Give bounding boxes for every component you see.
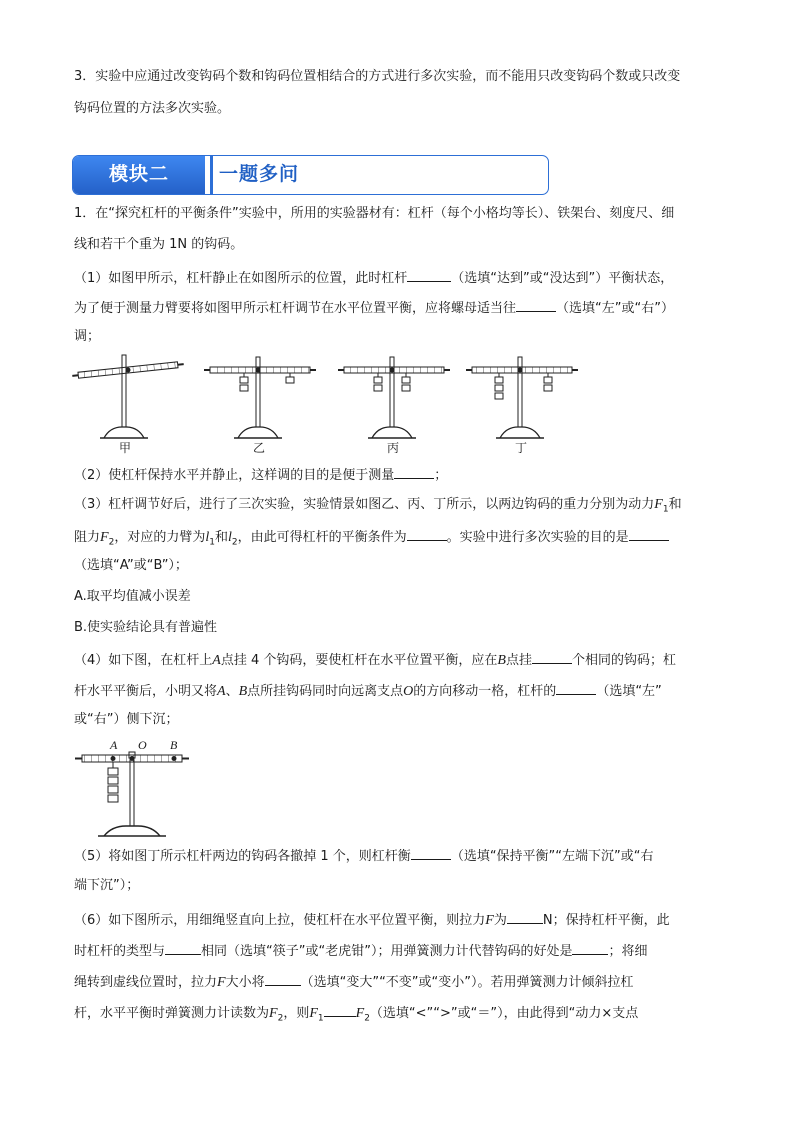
q1-part1-line2 <box>74 298 674 318</box>
point-B: B <box>497 653 506 668</box>
q1-part6-line4 <box>74 1003 638 1028</box>
q1-part6-line2 <box>74 941 647 961</box>
text: 。实验中进行多次实验的目的是 <box>446 530 629 545</box>
answer-blank[interactable] <box>324 1003 356 1017</box>
figure-jia <box>72 355 184 438</box>
text: 为 <box>493 913 507 928</box>
figure-bing <box>338 357 450 438</box>
module-tag: 模块二 <box>73 156 205 194</box>
answer-blank[interactable] <box>516 298 556 312</box>
answer-blank[interactable] <box>407 268 451 282</box>
text: 的方向移动一格，杠杆的 <box>413 684 557 699</box>
text: ，则 <box>283 1006 310 1021</box>
symbol-F: F <box>355 1006 365 1021</box>
subscript: 1 <box>209 537 215 548</box>
text: （选填“达到”或“没达到”）平衡状态， <box>451 271 674 286</box>
q1-part4-line1 <box>74 650 676 670</box>
module-banner <box>72 155 549 195</box>
answer-blank[interactable] <box>165 941 201 955</box>
text: （选填“<”“>”或“＝”），由此得到“动力×支点 <box>369 1006 639 1021</box>
note3-line1: 3．实验中应通过改变钩码个数和钩码位置相结合的方式进行多次实验，而不能用只改变钩码个数或只改变 <box>74 69 681 84</box>
text: 时杠杆的类型与 <box>74 944 166 959</box>
subscript: 2 <box>108 537 115 548</box>
subscript: 2 <box>364 1013 370 1024</box>
subscript: 1 <box>662 504 669 515</box>
text: （2）使杠杆保持水平并静止，这样调的目的是便于测量 <box>74 468 395 483</box>
text: 杆水平平衡后，小明又将 <box>74 684 218 699</box>
text: ，由此可得杠杆的平衡条件为 <box>237 530 407 545</box>
answer-blank[interactable] <box>507 910 543 924</box>
figure-yi <box>204 357 316 438</box>
text: （选填“左”或“右”） <box>556 301 674 316</box>
text: （3）杠杆调节好后，进行了三次实验，实验情景如图乙、丙、丁所示，以两边钩码的重力分别为动力 <box>74 497 655 512</box>
fig4-label-o: O <box>138 738 147 752</box>
symbol-l: l <box>205 530 210 545</box>
q1-part4-line2 <box>74 681 662 701</box>
q1-option-a: A.取平均值减小误差 <box>74 589 191 604</box>
symbol-F: F <box>485 913 494 928</box>
q1-intro-line1: 1．在“探究杠杆的平衡条件”实验中，所用的实验器材有：杠杆（每个小格均等长）、铁架台、刻度尺、细 <box>74 206 675 221</box>
text: 阻力 <box>74 530 101 545</box>
text: N；保持杠杆平衡，此 <box>542 913 670 928</box>
text: 个相同的钩码；杠 <box>571 653 676 668</box>
answer-blank[interactable] <box>532 650 572 664</box>
q1-part4-line3: 或“右”）侧下沉； <box>74 712 179 727</box>
text: 、 <box>225 684 239 699</box>
point-A: A <box>217 684 226 699</box>
q1-intro-line2: 线和若干个重为 1N 的钩码。 <box>74 237 244 252</box>
symbol-F: F <box>654 497 663 512</box>
text: 和 <box>668 497 682 512</box>
symbol-F: F <box>269 1006 278 1021</box>
point-B: B <box>238 684 248 699</box>
symbol-F: F <box>217 975 226 990</box>
q1-part3-line2 <box>74 527 669 552</box>
text: ；将细 <box>608 944 648 959</box>
text: 和 <box>214 530 228 545</box>
q1-part6-line1 <box>74 910 670 930</box>
symbol-l: l <box>227 530 232 545</box>
answer-blank[interactable] <box>407 527 447 541</box>
q1-part1-line1 <box>74 268 673 288</box>
point-A: A <box>212 653 221 668</box>
note3-line2: 钩码位置的方法多次实验。 <box>74 101 231 116</box>
text: 点挂 4 个钩码，要使杠杆在水平位置平衡，应在 <box>220 653 498 668</box>
text: 点挂 <box>505 653 532 668</box>
text: （选填“左” <box>596 684 662 699</box>
text: （4）如下图，在杠杆上 <box>74 653 213 668</box>
text: 为了便于测量力臂要将如图甲所示杠杆调节在水平位置平衡，应将螺母适当往 <box>74 301 517 316</box>
text: 点所挂钩码同时向远离支点 <box>247 684 404 699</box>
text: 绳转到虚线位置时，拉力 <box>74 975 218 990</box>
figure-label-bing: 丙 <box>387 441 400 455</box>
answer-blank[interactable] <box>411 846 451 860</box>
fig4-label-b: B <box>170 738 178 752</box>
q1-part1-line3: 调； <box>74 329 101 344</box>
point-O: O <box>403 684 414 699</box>
q1-part6-line3 <box>74 972 634 992</box>
figure-label-ding: 丁 <box>515 441 528 455</box>
q1-part5-line2: 端下沉”）； <box>74 878 140 893</box>
figure-ding <box>466 357 578 438</box>
text: ，对应的力臂为 <box>114 530 206 545</box>
q1-part3-line1 <box>74 496 682 519</box>
fig4-label-a: A <box>110 738 118 752</box>
text: （1）如图甲所示，杠杆静止在如图所示的位置，此时杠杆 <box>74 271 408 286</box>
subscript: 1 <box>317 1013 324 1024</box>
answer-blank[interactable] <box>265 972 301 986</box>
text: （6）如下图所示，用细绳竖直向上拉，使杠杆在水平位置平衡，则拉力 <box>74 913 486 928</box>
text: （5）将如图丁所示杠杆两边的钩码各撤掉 1 个，则杠杆衡 <box>74 849 411 864</box>
subscript: 2 <box>277 1013 284 1024</box>
text: 大小将 <box>225 975 265 990</box>
figure-label-yi: 乙 <box>253 441 266 455</box>
answer-blank[interactable] <box>572 941 608 955</box>
answer-blank[interactable] <box>556 681 596 695</box>
banner-divider <box>210 156 213 194</box>
subscript: 2 <box>231 537 238 548</box>
q1-part5-line1 <box>74 846 654 866</box>
text: （选填“保持平衡”“左端下沉”或“右 <box>450 849 654 864</box>
module-title: 一题多问 <box>219 163 300 185</box>
text: 杆，水平平衡时弹簧测力计读数为 <box>74 1006 270 1021</box>
text: （选填“变大”“不变”或“变小”）。若用弹簧测力计倾斜拉杠 <box>300 975 634 990</box>
symbol-F: F <box>309 1006 318 1021</box>
q1-option-b: B.使实验结论具有普遍性 <box>74 620 218 635</box>
answer-blank[interactable] <box>629 527 669 541</box>
answer-blank[interactable] <box>394 465 434 479</box>
text: 相同（选填“筷子”或“老虎钳”）；用弹簧测力计代替钩码的好处是 <box>201 944 573 959</box>
text: ； <box>434 468 448 483</box>
q1-part3-line3: （选填“A”或“B”）； <box>74 558 188 573</box>
symbol-F: F <box>100 530 109 545</box>
q1-part2 <box>74 465 447 485</box>
figure-label-jia: 甲 <box>119 441 132 455</box>
